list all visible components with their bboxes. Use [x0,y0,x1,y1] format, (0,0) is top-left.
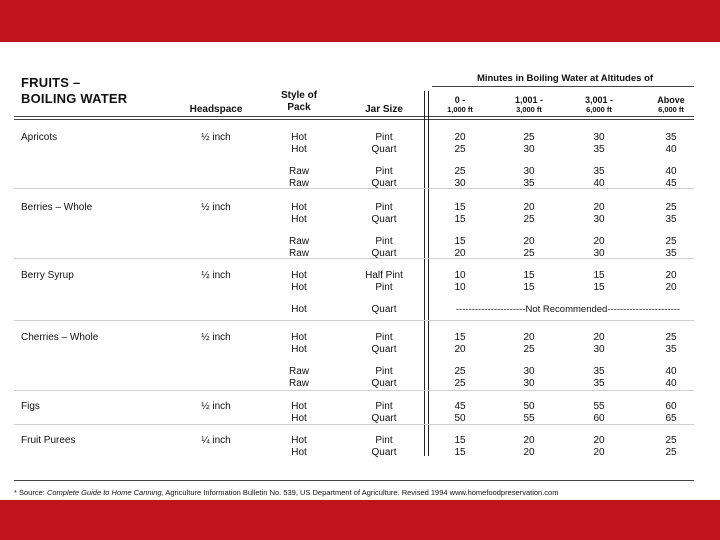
minutes-alt-3001-6000: 30 [593,247,605,259]
header-rule-1 [14,116,694,117]
jar-size: Pint [375,401,393,412]
pack-style: Hot [291,412,307,424]
header-alt4-line-1: Above [657,95,685,105]
minutes-alt-0-1000: 15 [454,435,466,446]
minutes-alt-above-6000: 25 [665,202,677,213]
pack-style: Hot [291,304,307,315]
pack-style: Raw [288,236,309,247]
minutes-alt-3001-6000: 55 [593,401,605,412]
jar-size: Pint [375,236,393,247]
minutes-alt-0-1000: 15 [454,446,466,458]
fruit-name: Berries – Whole [21,202,93,213]
source-footnote [14,488,558,497]
minutes-alt-above-6000: 60 [665,401,677,412]
minutes-alt-1001-3000: 25 [523,213,535,225]
minutes-alt-above-6000: 35 [665,247,677,259]
minutes-alt-above-6000: 25 [665,236,677,247]
pack-style: Hot [291,401,307,412]
headspace-value: ½ inch [201,132,231,143]
header-style-line-2: Pack [287,102,311,113]
headspace-value: ½ inch [201,332,231,343]
jar-size: Quart [371,304,397,315]
jar-size: Quart [371,213,397,225]
minutes-alt-3001-6000: 30 [593,132,605,143]
header-alt3-line-2: 6,000 ft [586,105,612,114]
header-alt3-line-1: 3,001 - [584,95,614,105]
header-style-line-1: Style of [280,90,318,101]
pack-style: Raw [288,366,309,377]
minutes-alt-above-6000: 25 [665,332,677,343]
jar-size: Pint [375,281,393,293]
minutes-alt-0-1000: 25 [454,377,466,389]
minutes-alt-0-1000: 45 [454,401,466,412]
jar-size: Pint [375,166,393,177]
pack-style: Hot [291,213,307,225]
minutes-alt-0-1000: 25 [454,166,466,177]
pack-style: Hot [291,281,307,293]
header-minutes: Minutes in Boiling Water at Altitudes of [476,73,654,84]
pack-style: Hot [291,435,307,446]
minutes-alt-1001-3000: 20 [523,446,535,458]
minutes-alt-above-6000: 40 [665,366,677,377]
minutes-alt-0-1000: 20 [454,247,466,259]
minutes-alt-3001-6000: 30 [593,213,605,225]
pack-style: Hot [291,132,307,143]
jar-size: Quart [371,412,397,424]
header-rule-2 [14,119,694,120]
fruit-name: Apricots [21,132,58,143]
jar-size: Quart [371,446,397,458]
header-alt1-line-1: 0 - [454,95,466,105]
minutes-alt-3001-6000: 35 [593,143,605,155]
headspace-value: ½ inch [201,401,231,412]
header-headspace: Headspace [189,104,243,115]
pack-style: Raw [288,377,309,389]
footnote-title: Complete Guide to Home Canning [46,488,162,497]
top-red-band [0,0,720,42]
minutes-alt-3001-6000: 20 [593,435,605,446]
minutes-alt-0-1000: 20 [454,132,466,143]
fruit-name: Berry Syrup [21,270,74,281]
minutes-alt-0-1000: 30 [454,177,466,189]
jar-size: Pint [375,366,393,377]
minutes-alt-0-1000: 10 [454,281,466,293]
row-separator [14,390,694,391]
jar-size: Pint [375,132,393,143]
pack-style: Raw [288,177,309,189]
minutes-alt-above-6000: 25 [665,446,677,458]
header-alt4-line-2: 6,000 ft [658,105,684,114]
jar-size: Quart [371,143,397,155]
pack-style: Hot [291,446,307,458]
headspace-value: ½ inch [201,202,231,213]
minutes-alt-above-6000: 35 [665,132,677,143]
minutes-alt-1001-3000: 20 [523,236,535,247]
minutes-alt-above-6000: 65 [665,412,677,424]
minutes-alt-0-1000: 20 [454,343,466,355]
minutes-alt-0-1000: 15 [454,202,466,213]
headspace-value: ¼ inch [201,435,231,446]
minutes-alt-0-1000: 15 [454,213,466,225]
footnote-rule [14,480,694,481]
minutes-alt-0-1000: 25 [454,143,466,155]
header-alt2-line-2: 3,000 ft [516,105,542,114]
minutes-alt-1001-3000: 25 [523,247,535,259]
pack-style: Hot [291,332,307,343]
minutes-alt-1001-3000: 25 [523,132,535,143]
minutes-alt-above-6000: 35 [665,343,677,355]
pack-style: Hot [291,270,307,281]
jar-size: Quart [371,377,397,389]
minutes-alt-1001-3000: 35 [523,177,535,189]
minutes-alt-3001-6000: 35 [593,366,605,377]
minutes-alt-1001-3000: 20 [523,332,535,343]
minutes-alt-1001-3000: 50 [523,401,535,412]
minutes-alt-1001-3000: 30 [523,377,535,389]
row-separator [14,424,694,425]
minutes-alt-1001-3000: 15 [523,281,535,293]
minutes-alt-3001-6000: 15 [593,270,605,281]
minutes-alt-above-6000: 40 [665,166,677,177]
headspace-value: ½ inch [201,270,231,281]
jar-size: Pint [375,332,393,343]
header-alt1-line-2: 1,000 ft [447,105,473,114]
jar-size: Half Pint [365,270,403,281]
title-line-1: FRUITS – [21,75,81,90]
pack-style: Hot [291,143,307,155]
minutes-alt-3001-6000: 20 [593,446,605,458]
minutes-alt-above-6000: 35 [665,213,677,225]
slide [0,42,720,500]
column-divider-right [428,91,429,456]
minutes-alt-1001-3000: 30 [523,143,535,155]
minutes-alt-0-1000: 25 [454,366,466,377]
fruit-name: Fruit Purees [21,435,76,446]
minutes-alt-3001-6000: 35 [593,377,605,389]
jar-size: Quart [371,343,397,355]
minutes-alt-3001-6000: 20 [593,332,605,343]
pack-style: Hot [291,202,307,213]
minutes-alt-above-6000: 25 [665,435,677,446]
header-jar-size: Jar Size [365,104,403,115]
minutes-alt-1001-3000: 30 [523,166,535,177]
fruit-name: Cherries – Whole [21,332,99,343]
pack-style: Hot [291,343,307,355]
minutes-alt-above-6000: 20 [665,270,677,281]
bottom-red-band [0,500,720,540]
minutes-alt-3001-6000: 15 [593,281,605,293]
jar-size: Quart [371,177,397,189]
row-separator [14,320,694,321]
pack-style: Raw [288,166,309,177]
minutes-alt-3001-6000: 35 [593,166,605,177]
minutes-alt-above-6000: 40 [665,143,677,155]
footnote-rest: , Agriculture Information Bulletin No. 539, US Department of Agriculture. Revised 1994 www.homefoodpreservation.com [161,488,559,497]
not-recommended-note: ----------------------Not Recommended----------------------- [455,304,681,315]
title-line-2: BOILING WATER [21,91,128,106]
minutes-alt-3001-6000: 20 [593,202,605,213]
minutes-alt-3001-6000: 30 [593,343,605,355]
minutes-alt-0-1000: 15 [454,332,466,343]
header-minutes-rule [432,86,694,87]
minutes-alt-above-6000: 40 [665,377,677,389]
jar-size: Pint [375,435,393,446]
jar-size: Quart [371,247,397,259]
table-title [21,75,127,107]
minutes-alt-1001-3000: 55 [523,412,535,424]
minutes-alt-3001-6000: 20 [593,236,605,247]
minutes-alt-0-1000: 50 [454,412,466,424]
jar-size: Pint [375,202,393,213]
minutes-alt-1001-3000: 30 [523,366,535,377]
minutes-alt-3001-6000: 60 [593,412,605,424]
fruit-name: Figs [21,401,40,412]
minutes-alt-above-6000: 20 [665,281,677,293]
minutes-alt-1001-3000: 20 [523,435,535,446]
column-divider-left [424,91,425,456]
minutes-alt-above-6000: 45 [665,177,677,189]
minutes-alt-1001-3000: 15 [523,270,535,281]
minutes-alt-1001-3000: 20 [523,202,535,213]
pack-style: Raw [288,247,309,259]
header-alt2-line-1: 1,001 - [514,95,544,105]
minutes-alt-3001-6000: 40 [593,177,605,189]
minutes-alt-0-1000: 15 [454,236,466,247]
footnote-prefix: * Source: [14,488,47,497]
minutes-alt-0-1000: 10 [454,270,466,281]
minutes-alt-1001-3000: 25 [523,343,535,355]
